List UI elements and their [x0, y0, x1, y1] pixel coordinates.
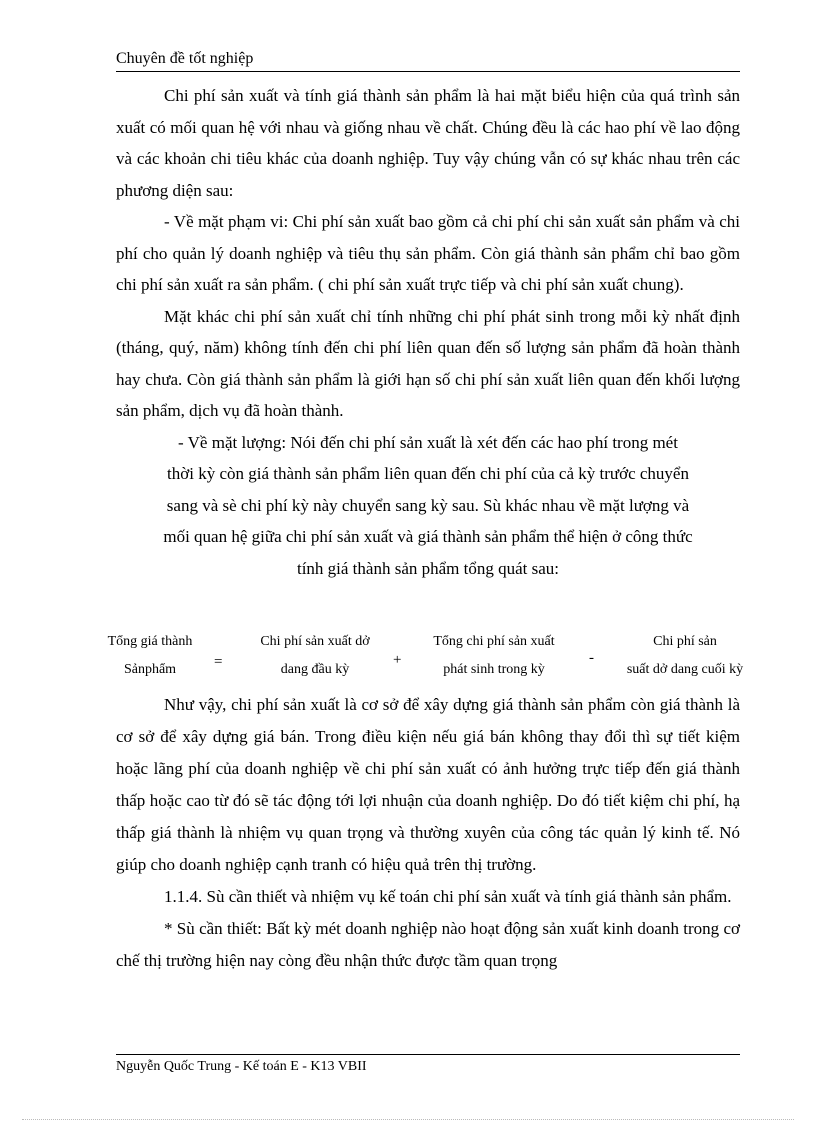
formula-incurred-cost [412, 628, 576, 684]
formula-closing-line2: suất dở dang cuối kỳ [626, 662, 744, 677]
paragraph-quantity-line: tính giá thành sản phẩm tổng quát sau: [296, 558, 560, 578]
formula-total-cost [90, 628, 210, 684]
paragraph-scope: - Về mặt phạm vi: Chi phí sản xuất bao gồm cả chi phí chi sản xuất sản phẩm và chi phí cho quản lý doanh nghiệp và tiêu thụ sản phẩm. Còn giá thành sản phẩm chỉ bao gồm chi phí sản xuất ra sản phẩm. ( chi phí sản xuất trực tiếp và chi phí sản xuất chung). [116, 212, 740, 294]
paragraph-quantity-line: sang và sè chi phí kỳ này chuyển sang kỳ sau. Sù khác nhau về mặt lượng và [166, 495, 690, 515]
paragraph-conclusion: Như vậy, chi phí sản xuất là cơ sở để xây dựng giá thành sản phẩm còn giá thành là cơ sở để xây dựng giá bán. Trong điều kiện nếu giá bán không thay đổi thì sự tiết kiệm hoặc lãng phí của doanh nghiệp về chi phí sản xuất có ảnh hưởng trực tiếp đến giá thành thấp hoặc cao từ đó sẽ tác động tới lợi nhuận của doanh nghiệp. Do đó tiết kiệm chi phí, hạ thấp giá thành là nhiệm vụ quan trọng và thường xuyên của công tác quản lý kinh tế. Nó giúp cho doanh nghiệp cạnh tranh có hiệu quả trên thị trường. [116, 695, 740, 874]
paragraph-period: Mặt khác chi phí sản xuất chỉ tính những chi phí phát sinh trong mỗi kỳ nhất định (tháng, quý, năm) không tính đến chi phí liên quan đến số lượng sản phẩm đã hoàn thành hay chưa. Còn giá thành sản phẩm là giới hạn số chi phí sản xuất liên quan đến khối lượng sản phẩm, dịch vụ đã hoàn thành. [116, 306, 740, 420]
formula-incurred-line2: phát sinh trong kỳ [443, 662, 545, 677]
page-header [116, 48, 740, 72]
paragraph-quantity-line: thời kỳ còn giá thành sản phẩm liên quan đến chi phí của cả kỳ trước chuyển [167, 464, 689, 483]
formula-total-line2: Sảnphẩm [123, 662, 177, 677]
formula-closing-line1: Chi phí sản [653, 634, 717, 649]
page-bottom-edge [22, 1119, 794, 1120]
paragraph-necessity: * Sù cần thiết: Bất kỳ mét doanh nghiệp nào hoạt động sản xuất kinh doanh trong cơ chế thị trường hiện nay còng đều nhận thức được tầm quan trọng [116, 919, 740, 970]
document-title: Chuyên đề tốt nghiệp [116, 50, 254, 67]
plus-sign: + [393, 652, 402, 668]
formula-incurred-line1: Tổng chi phí sản xuất [433, 634, 555, 649]
author-line: Nguyễn Quốc Trung - Kế toán E - K13 VBII [116, 1059, 367, 1074]
formula-total-line1: Tổng giá thành [107, 634, 193, 649]
paragraph-quantity-line: mối quan hệ giữa chi phí sản xuất và giá thành sản phẩm thể hiện ở công thức [163, 527, 693, 546]
formula-opening-line2: dang đầu kỳ [280, 662, 350, 677]
formula-closing-wip [610, 628, 760, 684]
body-text-continued [116, 689, 740, 977]
minus-sign: - [589, 650, 594, 666]
paragraph-quantity-line: - Về mặt lượng: Nói đến chi phí sản xuất là xét đến các hao phí trong mét [178, 432, 678, 452]
equals-sign: = [214, 654, 223, 670]
page-footer [116, 1057, 740, 1077]
footer-divider [116, 1054, 740, 1055]
body-text [116, 80, 740, 584]
formula-opening-wip [235, 628, 395, 684]
section-heading-1-1-4: 1.1.4. Sù cần thiết và nhiệm vụ kế toán chi phí sản xuất và tính giá thành sản phẩm. [164, 887, 732, 906]
paragraph-relationship: Chi phí sản xuất và tính giá thành sản phẩm là hai mặt biểu hiện của quá trình sản xuất có mối quan hệ với nhau và giống nhau về chất. Chúng đều là các hao phí về lao động và các khoản chi tiêu khác của doanh nghiệp. Tuy vậy chúng vẫn có sự khác nhau trên các phương diện sau: [116, 86, 740, 200]
formula-opening-line1: Chi phí sản xuất dở [260, 634, 370, 649]
cost-formula [90, 628, 770, 688]
